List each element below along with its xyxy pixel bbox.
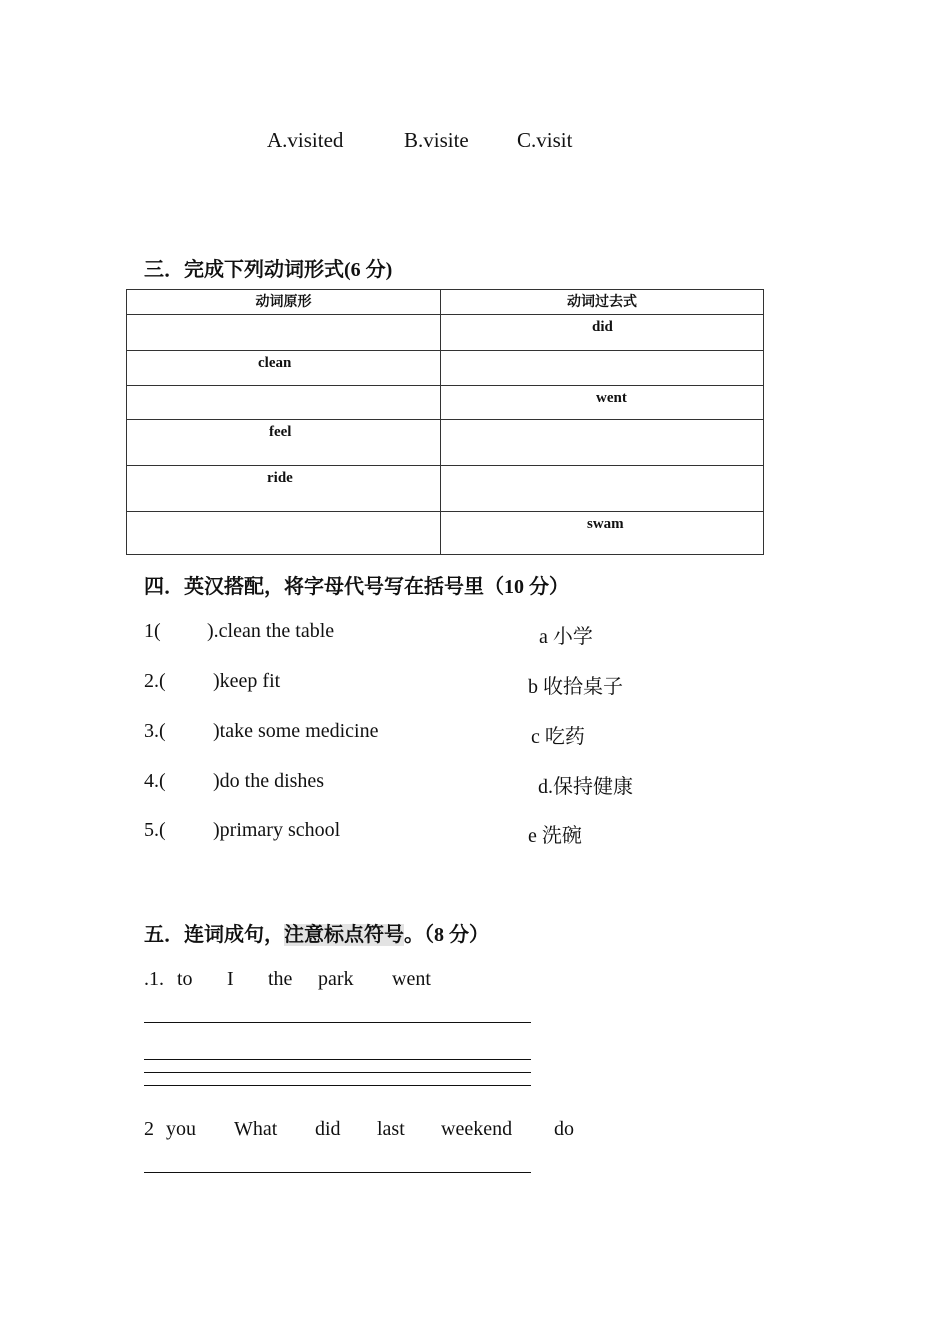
header-past-form: 动词过去式 xyxy=(441,290,764,315)
section5-title-highlight: 注意标点符号 xyxy=(284,924,404,946)
q2-word: you xyxy=(166,1118,196,1140)
match-number: 3.( xyxy=(144,720,166,742)
cell-base xyxy=(127,466,441,512)
cell-text: did xyxy=(592,319,613,335)
match-chinese: b 收拾桌子 xyxy=(528,676,623,698)
match-number: 2.( xyxy=(144,670,166,692)
option-a: A.visited xyxy=(267,128,344,152)
answer-line xyxy=(144,1085,531,1086)
cell-past xyxy=(441,386,764,420)
q2-word: last xyxy=(377,1118,405,1140)
q2-word: weekend xyxy=(441,1118,513,1140)
cell-base xyxy=(127,315,441,351)
cell-text: went xyxy=(596,390,627,406)
option-b: B.visite xyxy=(404,128,469,152)
section5-title-start: 五．连词成句， xyxy=(144,924,284,946)
q1-word: to xyxy=(177,968,193,990)
section5-title-end: 。（8 分） xyxy=(404,924,489,946)
verb-form-table xyxy=(126,289,764,555)
q2-word: did xyxy=(315,1118,341,1140)
header-base-form: 动词原形 xyxy=(127,290,441,315)
cell-past xyxy=(441,466,764,512)
match-english: ).clean the table xyxy=(207,620,335,642)
answer-line xyxy=(144,1022,531,1023)
match-english: )do the dishes xyxy=(213,770,325,792)
match-english: )take some medicine xyxy=(213,720,379,742)
cell-base xyxy=(127,512,441,555)
cell-text: swam xyxy=(587,516,624,532)
q1-word: went xyxy=(392,968,431,990)
q1-word: I xyxy=(227,968,234,990)
table-header-row xyxy=(127,290,764,315)
q2-word: What xyxy=(234,1118,278,1140)
cell-past xyxy=(441,512,764,555)
match-english: )keep fit xyxy=(213,670,281,692)
match-chinese: e 洗碗 xyxy=(528,825,582,847)
q1-number: .1. xyxy=(144,968,164,990)
cell-past xyxy=(441,315,764,351)
cell-base xyxy=(127,351,441,386)
table-row xyxy=(127,315,764,351)
cell-base xyxy=(127,386,441,420)
answer-line xyxy=(144,1059,531,1060)
match-chinese: c 吃药 xyxy=(531,726,585,748)
section3-title: 三．完成下列动词形式(6 分) xyxy=(144,259,393,281)
match-number: 5.( xyxy=(144,819,166,841)
table-row xyxy=(127,351,764,386)
match-english: )primary school xyxy=(213,819,341,841)
cell-text: feel xyxy=(269,424,292,440)
cell-text: ride xyxy=(267,470,293,486)
cell-base xyxy=(127,420,441,466)
cell-past xyxy=(441,351,764,386)
cell-past xyxy=(441,420,764,466)
q1-word: the xyxy=(268,968,293,990)
match-chinese: a 小学 xyxy=(539,626,593,648)
match-number: 4.( xyxy=(144,770,166,792)
option-c: C.visit xyxy=(517,128,573,152)
section5-title xyxy=(144,918,489,947)
table-row xyxy=(127,466,764,512)
match-number: 1( xyxy=(144,620,161,642)
match-chinese: d.保持健康 xyxy=(538,776,633,798)
table-row xyxy=(127,420,764,466)
q1-word: park xyxy=(318,968,354,990)
q2-number: 2 xyxy=(144,1118,154,1140)
table-row xyxy=(127,512,764,555)
answer-line xyxy=(144,1172,531,1173)
section4-title: 四．英汉搭配，将字母代号写在括号里（10 分） xyxy=(144,576,569,598)
answer-line xyxy=(144,1072,531,1073)
q2-word: do xyxy=(554,1118,574,1140)
table-row xyxy=(127,386,764,420)
cell-text: clean xyxy=(258,355,292,371)
